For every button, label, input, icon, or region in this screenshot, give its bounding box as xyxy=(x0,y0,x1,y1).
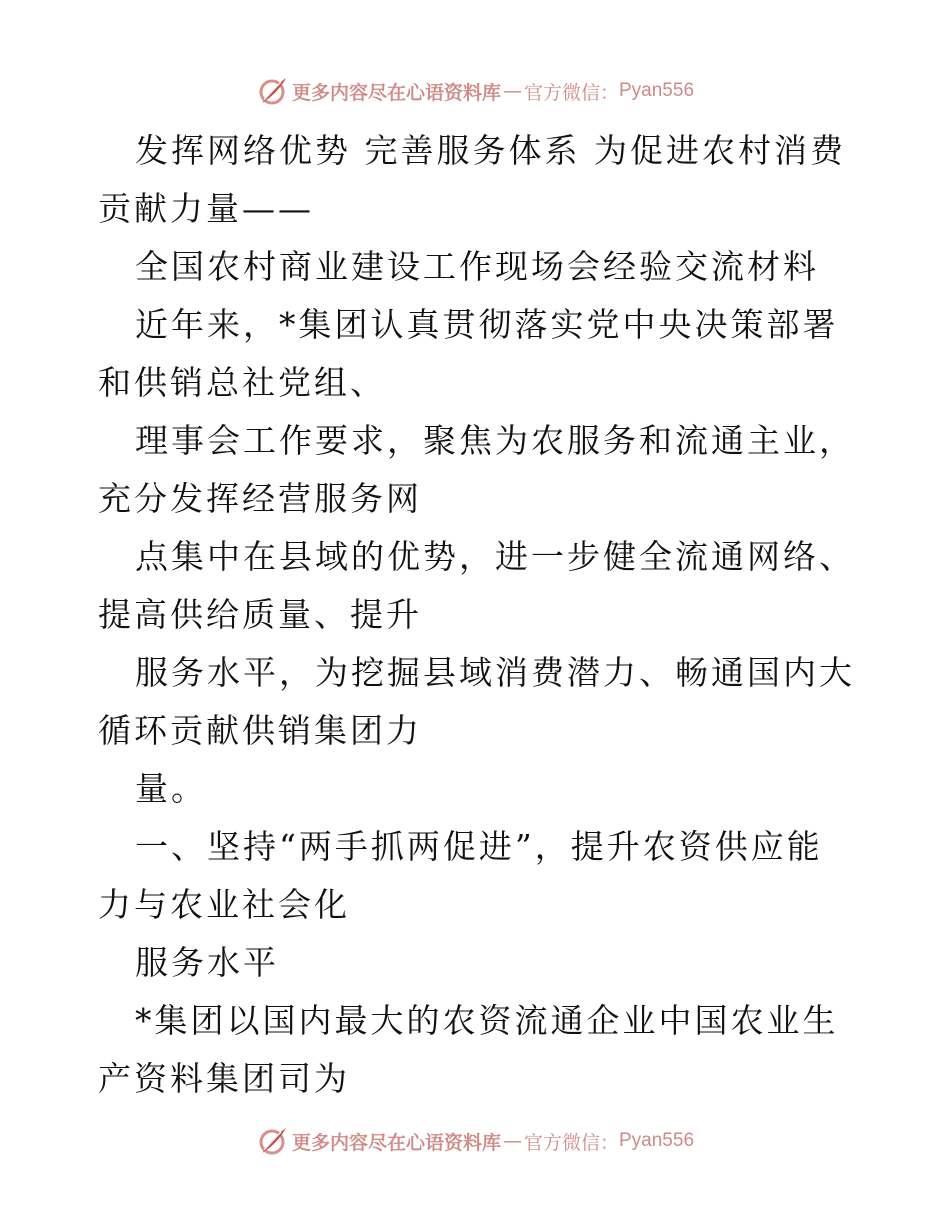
body-paragraph: 理事会工作要求，聚焦为农服务和流通主业，充分发挥经营服务网 xyxy=(98,421,855,518)
header-watermark xyxy=(0,71,950,111)
body-paragraph: 近年来，*集团认真贯彻落实党中央决策部署和供销总社党组、 xyxy=(98,305,839,402)
watermark-wechat-label: 官方微信： xyxy=(523,81,619,104)
body-paragraph: 服务水平，为挖掘县域消费潜力、畅通国内大循环贡献供销集团力 xyxy=(98,653,855,750)
watermark-site-text: 更多内容尽在心语资料库 xyxy=(291,81,501,104)
watermark-wechat-id: Pyan556 xyxy=(619,1130,695,1151)
document-title: 发挥网络优势 完善服务体系 为促进农村消费贡献力量—— xyxy=(98,131,846,228)
feather-quill-icon xyxy=(256,75,288,107)
body-paragraph: *集团以国内最大的农资流通企业中国农业生产资料集团司为 xyxy=(98,1001,839,1098)
body-paragraph: 点集中在县域的优势，进一步健全流通网络、提高供给质量、提升 xyxy=(98,537,855,634)
feather-quill-icon xyxy=(256,1125,288,1157)
watermark-wechat-label: 官方微信： xyxy=(523,1131,619,1154)
watermark-dash: — xyxy=(502,80,522,102)
section-heading: 一、坚持“两手抓两促进”，提升农资供应能力与农业社会化 xyxy=(98,827,823,924)
watermark-wechat-id: Pyan556 xyxy=(619,80,695,101)
body-paragraph: 量。 xyxy=(135,769,207,808)
footer-watermark xyxy=(0,1121,950,1161)
section-heading-cont: 服务水平 xyxy=(135,943,279,982)
watermark-dash: — xyxy=(502,1130,522,1152)
document-subtitle: 全国农村商业建设工作现场会经验交流材料 xyxy=(135,247,819,286)
watermark-site-text: 更多内容尽在心语资料库 xyxy=(291,1131,501,1154)
document-body xyxy=(98,122,858,1108)
